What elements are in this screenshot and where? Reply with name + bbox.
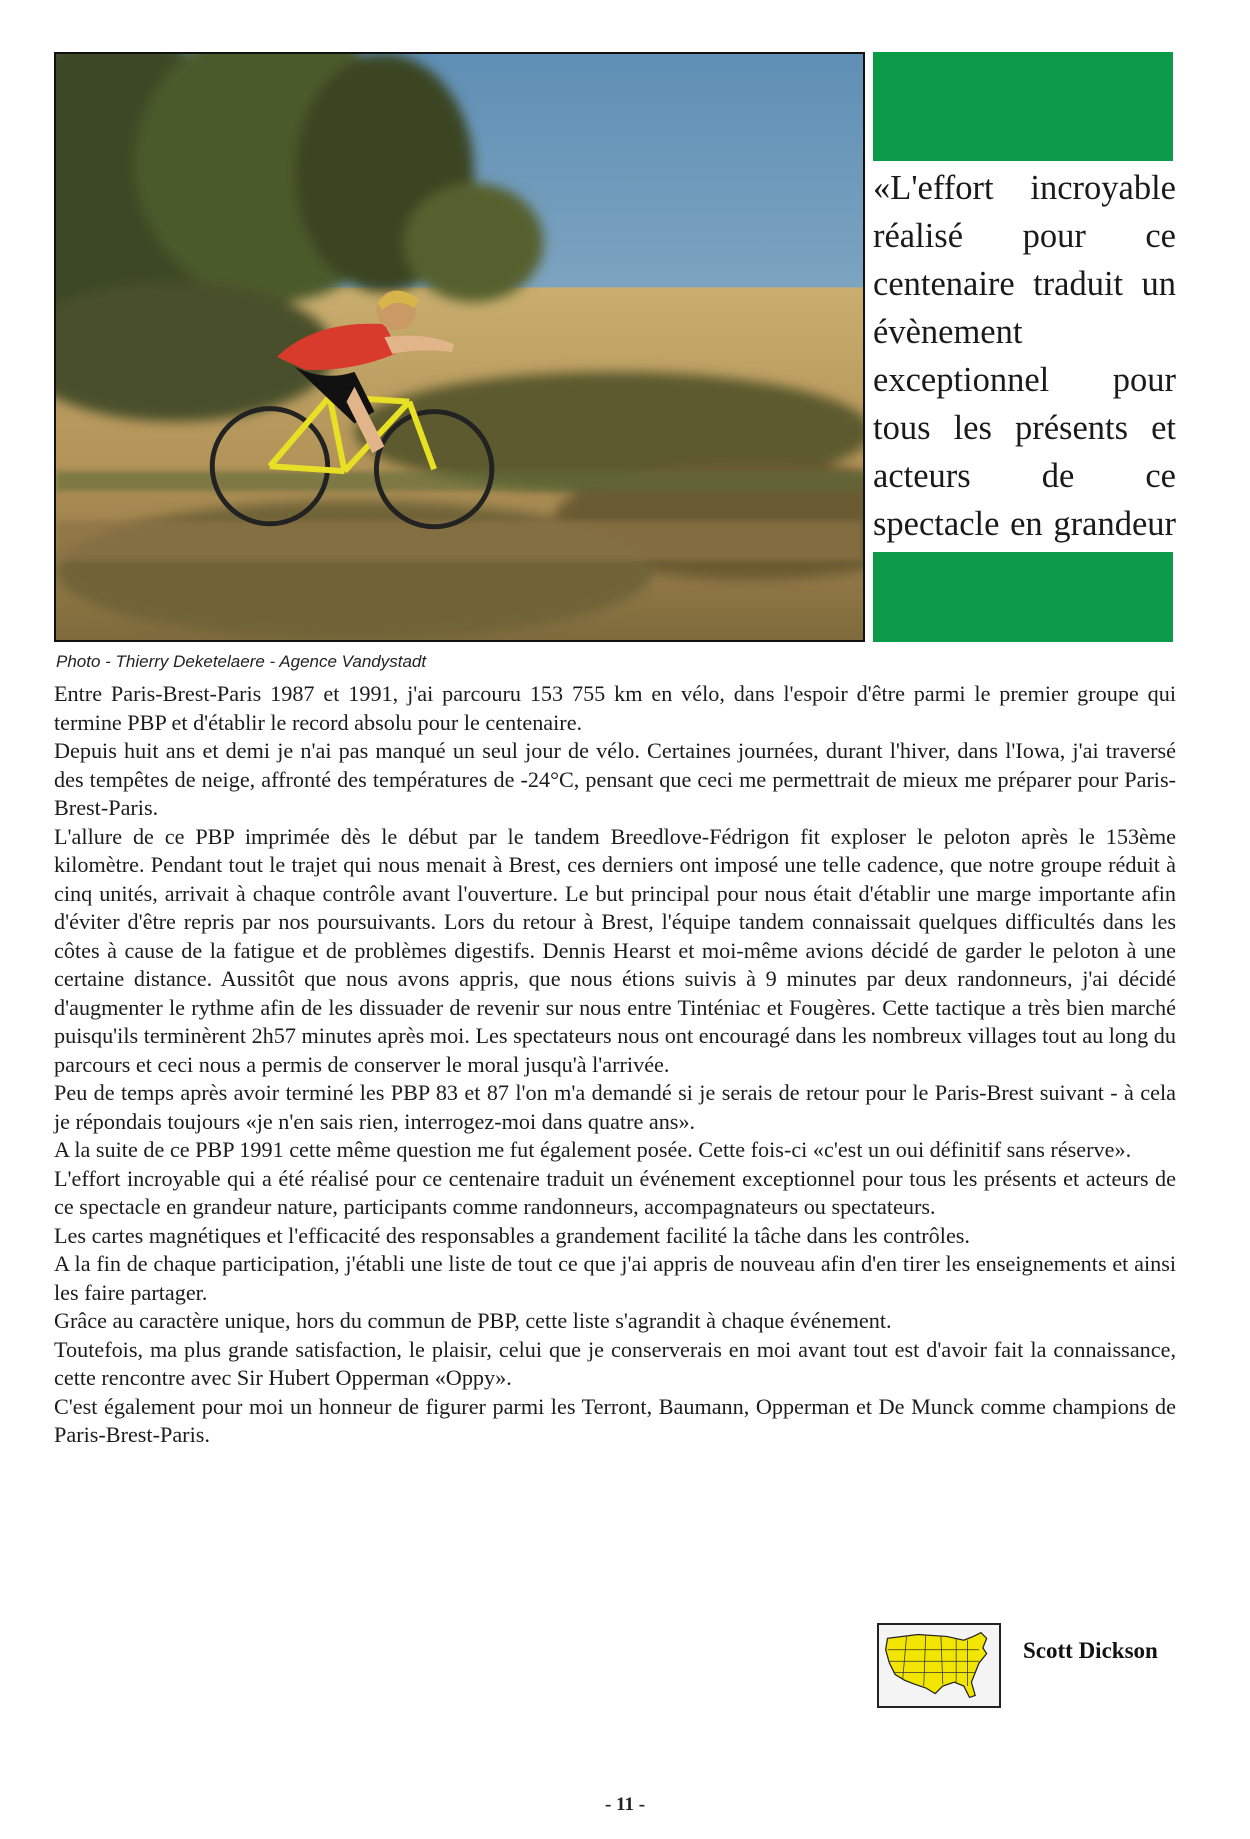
- paragraph: C'est également pour moi un honneur de figurer parmi les Terront, Baumann, Opperman et De Munck comme champions de Paris-Brest-Paris.: [54, 1393, 1176, 1447]
- pull-quote: «L'effort incroyable réalisé pour ce centenaire traduit un évènement exceptionnel pour tous les présents et acteurs de ce spectacle en grandeur: [873, 169, 1176, 543]
- cyclist-photo-graphic: [56, 54, 863, 640]
- cyclist-photo: [54, 52, 865, 642]
- accent-bar-top: [873, 52, 1173, 161]
- author-signature: Scott Dickson: [1023, 1638, 1158, 1663]
- paragraph: Peu de temps après avoir terminé les PBP 83 et 87 l'on m'a demandé si je serais de retour pour le Paris-Brest suivant - à cela je répondais toujours «je n'en sais rien, interrogez-moi dans quatre ans».: [54, 1080, 1176, 1134]
- photo-caption: Photo - Thierry Deketelaere - Agence Vandystadt: [56, 652, 427, 671]
- paragraph: Depuis huit ans et demi je n'ai pas manqué un seul jour de vélo. Certaines journées, durant l'hiver, dans l'Iowa, j'ai traversé des tempêtes de neige, affronté des températures de -24°C, pensant que ceci me permettrait de mieux me préparer pour Paris-Brest-Paris.: [54, 738, 1176, 820]
- paragraph: Entre Paris-Brest-Paris 1987 et 1991, j'ai parcouru 153 755 km en vélo, dans l'espoir d'être parmi le premier groupe qui termine PBP et d'établir le record absolu pour le centenaire.: [54, 681, 1176, 735]
- paragraph: Toutefois, ma plus grande satisfaction, le plaisir, celui que je conserverais en moi avant tout est d'avoir fait la connaissance, cette rencontre avec Sir Hubert Opperman «Oppy».: [54, 1336, 1176, 1390]
- article-body: [54, 680, 1176, 1450]
- paragraph: L'effort incroyable qui a été réalisé pour ce centenaire traduit un événement exceptionnel pour tous les présents et acteurs de ce spectacle en grandeur nature, participants comme randonneurs, accompagnateurs ou spectateurs.: [54, 1165, 1176, 1219]
- paragraph: A la fin de chaque participation, j'établi une liste de tout ce que j'ai appris de nouveau afin d'en tirer les enseignements et ainsi les faire partager.: [54, 1251, 1176, 1305]
- usa-map-graphic: [879, 1625, 999, 1706]
- paragraph: Grâce au caractère unique, hors du commun de PBP, cette liste s'agrandit à chaque événement.: [54, 1308, 892, 1333]
- paragraph: Les cartes magnétiques et l'efficacité des responsables a grandement facilité la tâche dans les contrôles.: [54, 1222, 970, 1248]
- paragraph: A la suite de ce PBP 1991 cette même question me fut également posée. Cette fois-ci «c'est un oui définitif sans réserve».: [54, 1137, 1132, 1162]
- paragraph: L'allure de ce PBP imprimée dès le début par le tandem Breedlove-Fédrigon fit exploser le peloton après le 153ème kilomètre. Pendant tout le trajet qui nous menait à Brest, ces derniers ont imposé une telle cadence, que notre groupe réduit à cinq unités, arrivait à chaque contrôle avant l'ouverture. Le but principal pour nous était d'établir une marge importante afin d'éviter d'être repris par nos poursuivants. Lors du retour à Brest, l'équipe tandem connaissait quelques difficultés dans les côtes à cause de la fatigue et de problèmes digestifs. Dennis Hearst et moi-même avions décidé de garder le peloton à une certaine distance. Aussitôt que nous avons appris, que nous étions suivis à 9 minutes par deux randonneurs, j'ai décidé d'augmenter le rythme afin de les dissuader de revenir sur nous entre Tinténiac et Fougères. Cette tactique a très bien marché puisqu'ils terminèrent 2h57 minutes après moi. Les spectateurs nous ont encouragé dans les nombreux villages tout au long du parcours et ceci nous a permis de conserver le moral jusqu'à l'arrivée.: [54, 823, 1176, 1077]
- usa-map-icon: [877, 1623, 1001, 1708]
- accent-bar-bottom: [873, 552, 1173, 642]
- page-number: - 11 -: [604, 1794, 646, 1815]
